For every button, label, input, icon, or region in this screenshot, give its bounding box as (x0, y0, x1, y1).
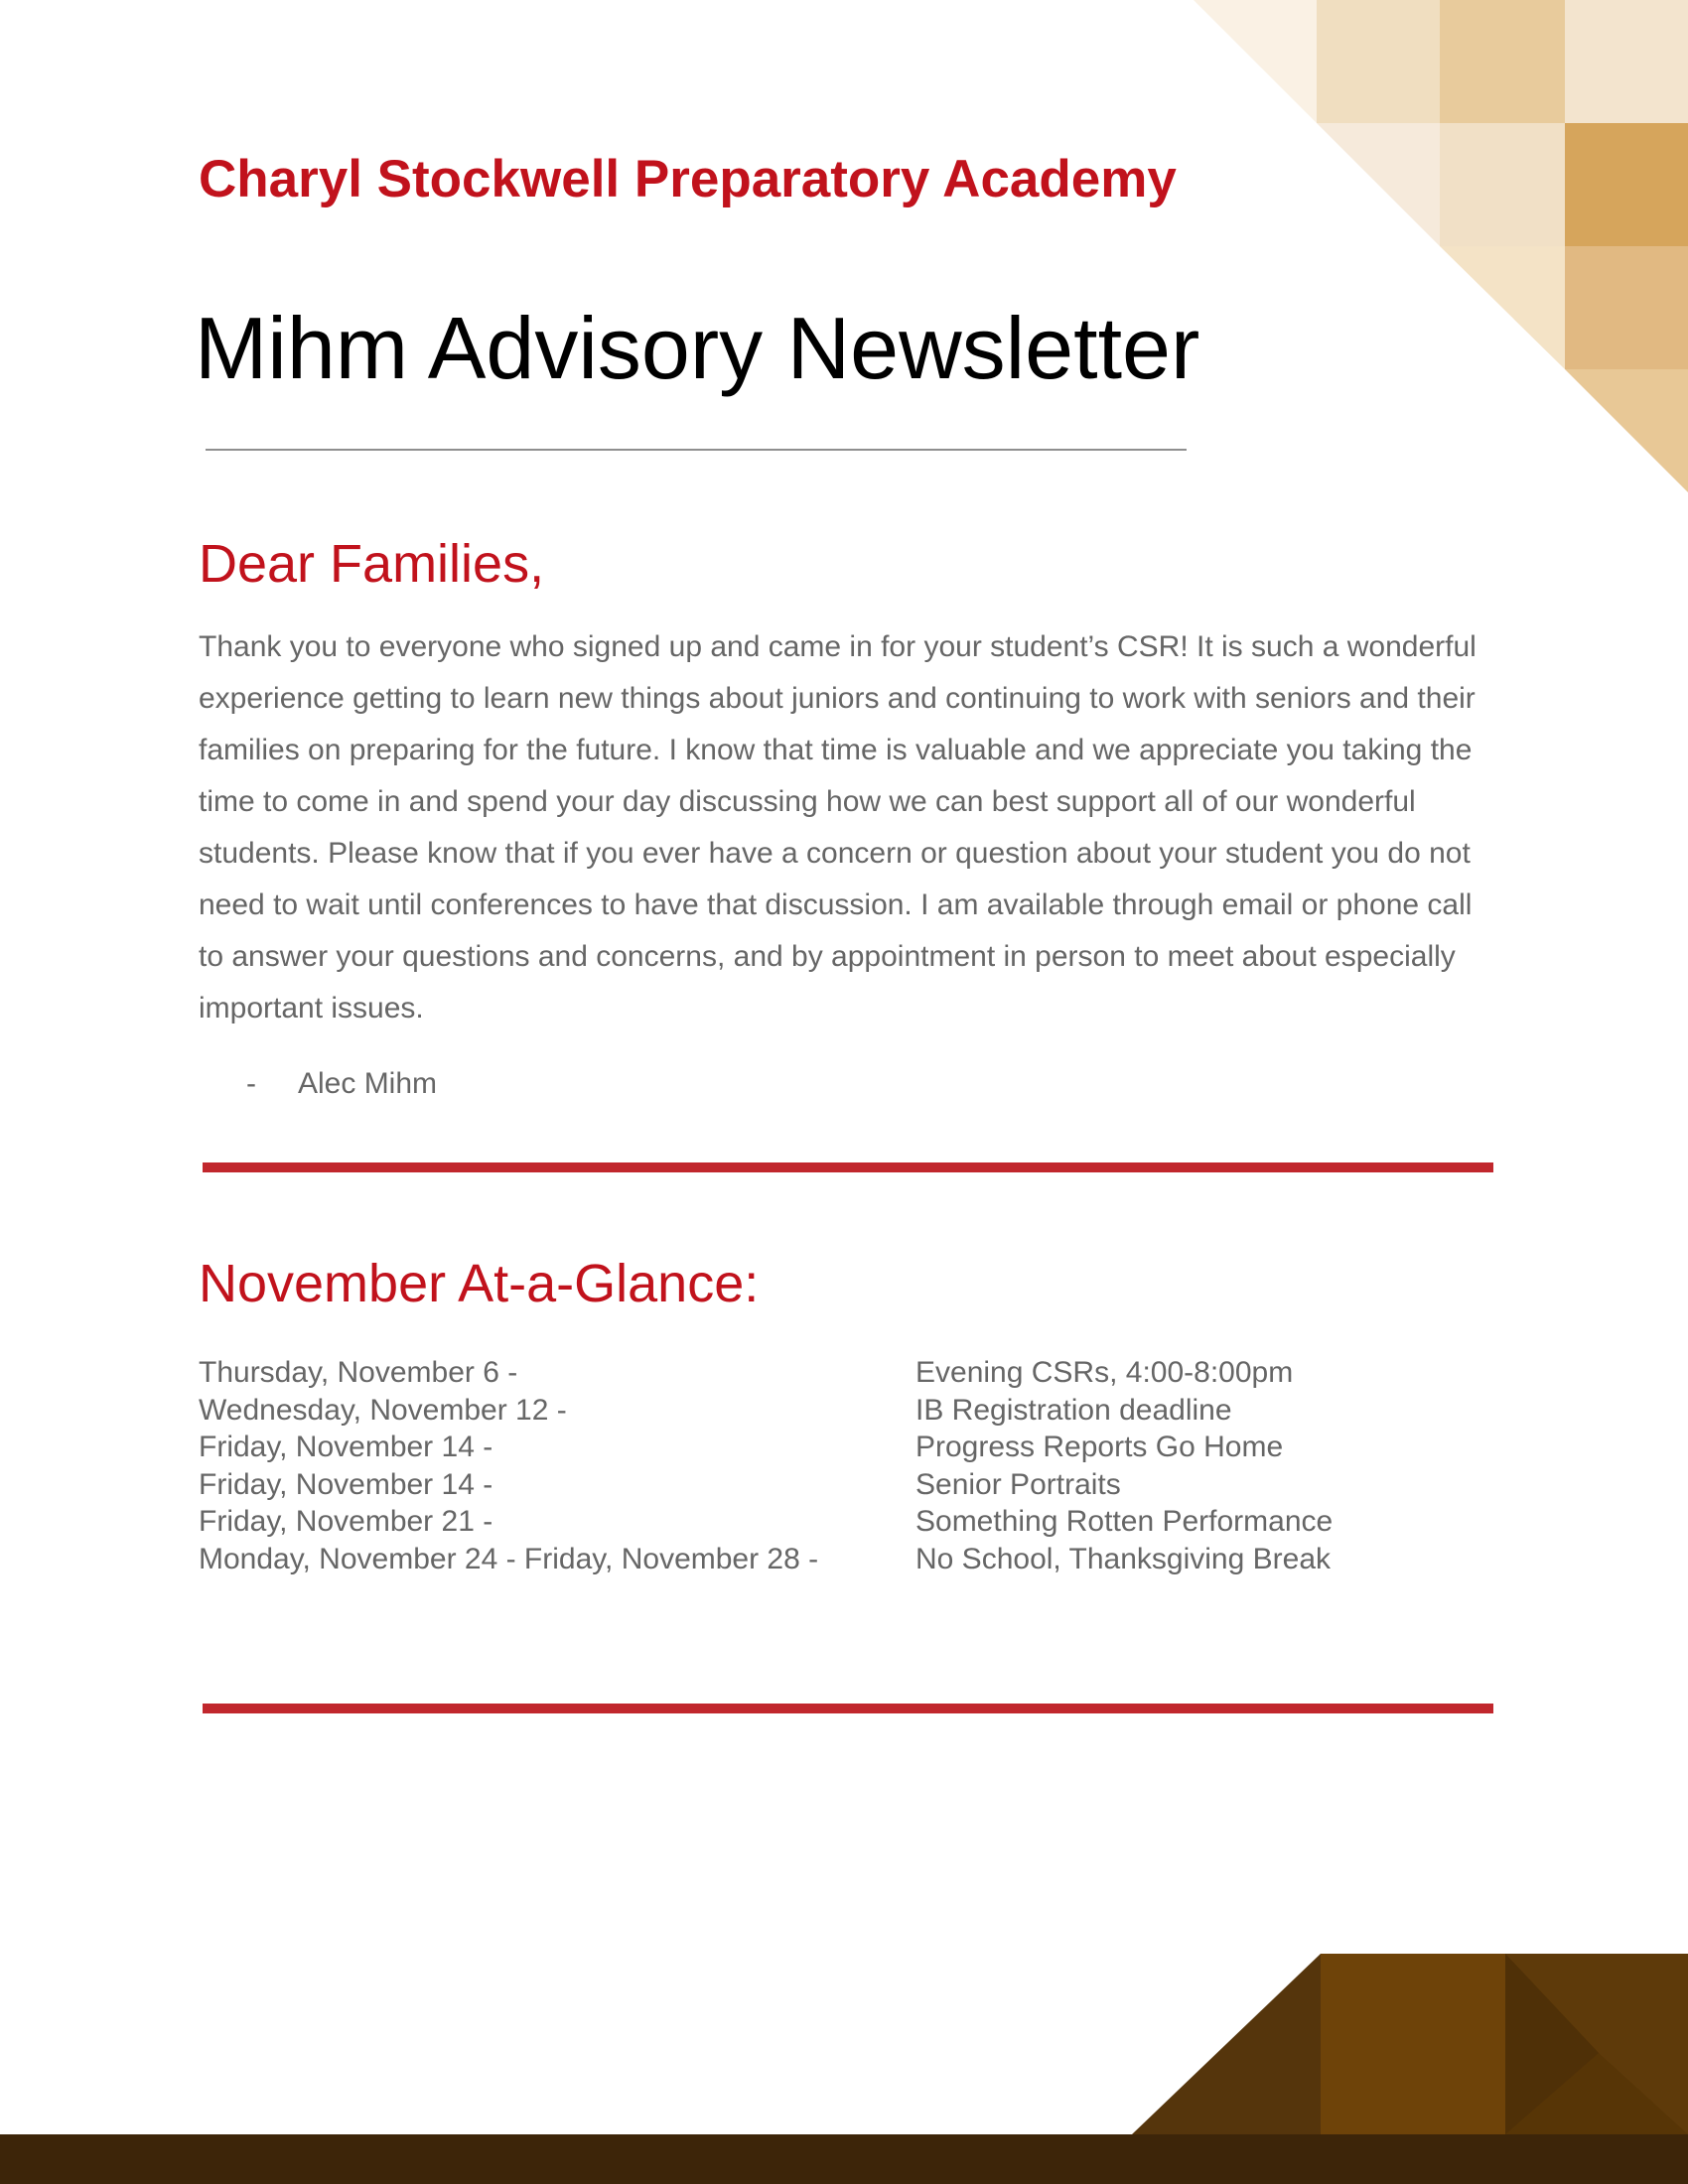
signature (246, 1064, 437, 1104)
section-divider-red (203, 1704, 1493, 1713)
event-row (199, 1541, 1390, 1578)
event-date: Wednesday, November 12 - (199, 1393, 567, 1427)
event-row (199, 1503, 1390, 1541)
event-description: Progress Reports Go Home (915, 1431, 1284, 1463)
event-row (199, 1354, 1390, 1392)
event-row (199, 1429, 1390, 1466)
event-date: Friday, November 14 - (199, 1467, 493, 1501)
top-right-tan-mosaic-decoration (1172, 0, 1688, 496)
event-row (199, 1392, 1390, 1430)
newsletter-title: Mihm Advisory Newsletter (195, 299, 1200, 397)
event-row (199, 1466, 1390, 1504)
event-date: Friday, November 14 - (199, 1431, 493, 1463)
footer-bar (0, 2134, 1688, 2184)
event-date: Friday, November 21 - (199, 1505, 493, 1538)
event-description: No School, Thanksgiving Break (915, 1542, 1332, 1575)
event-date: Thursday, November 6 - (199, 1356, 518, 1389)
school-name: Charyl Stockwell Preparatory Academy (199, 150, 1177, 208)
title-divider (206, 449, 1187, 451)
event-list (199, 1354, 1390, 1577)
signature-dash: - (246, 1067, 256, 1100)
letter-body: Thank you to everyone who signed up and came in for your student’s CSR! It is such a wonderful experience getting to learn new things about juniors and continuing to work with seniors and their families on preparing for the future. I know that time is valuable and we appreciate you taking the time to come in and spend your day discussing how we can best support all of our wonderful students. Please know that if you ever have a concern or question about your student you do not need to wait until conferences to have that discussion. I am available through email or phone call to answer your questions and concerns, and by appointment in person to meet about especially important issues. (199, 630, 1477, 1024)
event-description: Evening CSRs, 4:00-8:00pm (915, 1356, 1294, 1389)
event-description: Something Rotten Performance (915, 1505, 1334, 1538)
letter-greeting: Dear Families, (199, 534, 545, 594)
event-description: Senior Portraits (915, 1467, 1121, 1501)
event-description: IB Registration deadline (915, 1393, 1232, 1427)
section-divider-red (203, 1162, 1493, 1172)
event-date: Monday, November 24 - Friday, November 28 - (199, 1542, 819, 1575)
signature-name: Alec Mihm (298, 1067, 438, 1100)
glance-heading: November At-a-Glance: (199, 1254, 760, 1313)
